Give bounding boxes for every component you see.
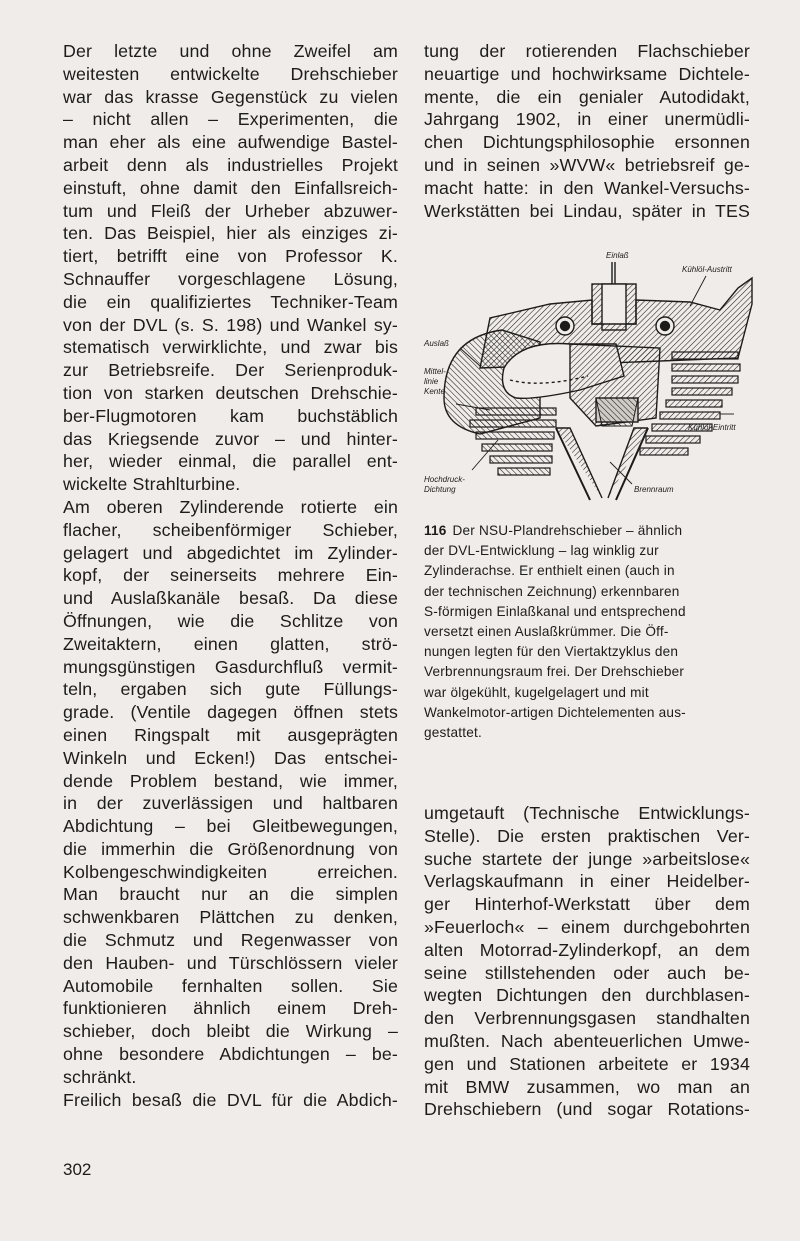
text-line: mungsgünstigen Gasdurchfluß vermit- <box>63 656 398 677</box>
figure-number: 116 <box>424 523 447 538</box>
text-line: in der zuverlässigen und haltbaren <box>63 793 398 814</box>
text-line: Abdichtung – bei Gleitbewegungen, <box>63 816 398 837</box>
text-line: einen Ringspalt mit ausgeprägten <box>63 724 398 745</box>
label-high-pressure-seal-2: Dichtung <box>424 485 456 494</box>
text-line: chen Dichtungsphilosophie ersonnen <box>424 132 750 153</box>
text-line: Freilich besaß die DVL für die Abdich- <box>63 1089 398 1110</box>
text-line: man eher als eine aufwendige Bastel- <box>63 132 398 153</box>
text-line: dende Problem bestand, wie immer, <box>63 770 398 791</box>
text-line: die immerhin die Größenordnung von <box>63 838 398 859</box>
text-line: Kolbengeschwindigkeiten erreichen. <box>63 861 398 882</box>
caption-text: war ölgekühlt, kugelgelagert und mit <box>424 684 649 700</box>
figure-caption <box>424 521 754 743</box>
label-high-pressure-seal-1: Hochdruck- <box>424 475 465 484</box>
text-line: Automobile fernhalten sollen. Sie <box>63 975 398 996</box>
text-line: tum und Fleiß der Urheber abzuwer- <box>63 200 398 221</box>
caption-text: versetzt einen Auslaßkrümmer. Die Öff- <box>424 624 669 640</box>
right-text-column-top <box>424 40 750 222</box>
text-line: seine stillstehenden oder auch be- <box>424 962 750 983</box>
caption-line <box>424 723 754 743</box>
text-line: Schnauffer vorgeschlagene Lösung, <box>63 268 398 289</box>
text-line: Zweitaktern, einen glatten, strö- <box>63 633 398 654</box>
label-centerline-1: Mittel- <box>424 367 446 376</box>
text-line: weitesten entwickelte Drehschieber <box>63 63 398 84</box>
text-line: mente, die ein genialer Autodidakt, <box>424 86 750 107</box>
caption-line <box>424 642 754 662</box>
text-line: suche startete der junge »arbeitslose« <box>424 848 750 869</box>
text-line: war das krasse Gegenstück zu vielen <box>63 86 398 107</box>
caption-text: Verbrennungsraum frei. Der Drehschieber <box>424 664 685 680</box>
text-line: alten Motorrad-Zylinderkopf, an dem <box>424 939 750 960</box>
text-line: kopf, der seinerseits mehrere Ein- <box>63 565 398 586</box>
text-line: Öffnungen, wie die Schlitze von <box>63 610 398 631</box>
text-line: den Hauben- und Türschlössern vieler <box>63 952 398 973</box>
text-line: macht hatte: in den Wankel-Versuchs- <box>424 177 750 198</box>
text-line: die Schmutz und Regenwasser von <box>63 930 398 951</box>
text-line: teln, ergaben sich gute Füllungs- <box>63 679 398 700</box>
right-text-column-bottom <box>424 802 750 1121</box>
text-line: wickelte Strahlturbine. <box>63 474 241 495</box>
caption-line <box>424 622 754 642</box>
caption-line <box>424 703 754 723</box>
text-line: schwenkbaren Plättchen zu denken, <box>63 907 398 928</box>
rotary-valve-technical-drawing <box>420 248 760 510</box>
text-line: Winkeln und Ecken!) Das entschei- <box>63 747 398 768</box>
label-oil-outlet: Kühlöl-Austritt <box>682 265 732 274</box>
text-line: und in seinen »WVW« betriebsreif ge- <box>424 154 750 175</box>
text-line: schieber, doch bleibt die Wirkung – <box>63 1021 398 1042</box>
text-line: Werkstätten bei Lindau, später in TES <box>424 200 750 221</box>
caption-text: Zylinderachse. Er enthielt einen (auch in <box>424 563 675 579</box>
text-line: neuartige und hochwirksame Dichtele- <box>424 63 750 84</box>
label-centerline-2: linie <box>424 377 439 386</box>
text-line: mit BMW zusammen, wo man an <box>424 1076 750 1097</box>
text-line: Jahrgang 1902, in einer unermüdli- <box>424 109 750 130</box>
caption-line <box>424 521 754 541</box>
text-line: zur Betriebsreife. Der Serienproduk- <box>63 360 398 381</box>
caption-text: Wankelmotor-artigen Dichtelementen aus- <box>424 704 686 720</box>
text-line: tiert, betrifft eine von Professor K. <box>63 246 398 267</box>
text-line: ger Hinterhof-Werkstatt über dem <box>424 894 750 915</box>
caption-text: gestattet. <box>424 725 482 741</box>
caption-text: Der NSU-Plandrehschieber – ähnlich <box>452 523 683 538</box>
caption-text: der DVL-Entwicklung – lag winklig zur <box>424 543 659 559</box>
caption-text: nungen legten für den Viertaktzyklus den <box>424 644 679 660</box>
caption-line <box>424 683 754 703</box>
caption-line <box>424 561 754 581</box>
text-line: einstuft, ohne damit den Einfallsreich- <box>63 177 398 198</box>
text-line: stematisch verwirklichte, und zwar bis <box>63 337 398 358</box>
text-line: Drehschiebern (und sogar Rotations- <box>424 1099 750 1120</box>
text-line: das Kriegsende zuvor – und hinter- <box>63 428 398 449</box>
text-line: ohne besondere Abdichtungen – be- <box>63 1044 398 1065</box>
text-line: her, wieder einmal, die parallel ent- <box>63 451 398 472</box>
text-line: arbeit denn als industrielles Projekt <box>63 154 398 175</box>
caption-line <box>424 662 754 682</box>
label-outlet: Auslaß <box>424 339 449 348</box>
text-line: ten. Das Beispiel, hier als einziges zi- <box>63 223 398 244</box>
caption-text: S-förmigen Einlaßkanal und entsprechend <box>424 603 686 619</box>
text-line: wegten Dichtungen den durchblasen- <box>424 985 750 1006</box>
text-line: tung der rotierenden Flachschieber <box>424 41 750 61</box>
text-line: umgetauft (Technische Entwicklungs- <box>424 803 750 823</box>
text-line: – nicht allen – Experimenten, die <box>63 109 398 130</box>
text-line: tion von starken deutschen Drehschie- <box>63 382 398 403</box>
text-line: Verlagskaufmann in einer Heidelber- <box>424 871 750 892</box>
text-line: »Feuerloch« – einem durchgebohrten <box>424 916 750 937</box>
caption-line <box>424 541 754 561</box>
text-line: grade. (Ventile dagegen öffnen stets <box>63 702 398 723</box>
page-number: 302 <box>63 1160 92 1179</box>
text-line: Man braucht nur an die simplen <box>63 884 398 905</box>
caption-line <box>424 582 754 602</box>
text-line: Stelle). Die ersten praktischen Ver- <box>424 825 750 846</box>
text-line: Am oberen Zylinderende rotierte ein <box>63 496 398 517</box>
label-oil-inlet: Kühlöl-Eintritt <box>688 423 736 432</box>
text-line: den Verbrennungsgasen standhalten <box>424 1008 750 1029</box>
caption-line <box>424 602 754 622</box>
text-line: flacher, scheibenförmiger Schieber, <box>63 519 398 540</box>
text-line: schränkt. <box>63 1066 137 1087</box>
text-line: und Auslaßkanäle besaß. Da diese <box>63 588 398 609</box>
label-inlet: Einlaß <box>606 251 629 260</box>
text-line: Der letzte und ohne Zweifel am <box>63 41 398 61</box>
figure-116-drawing <box>420 248 760 510</box>
caption-text: der technischen Zeichnung) erkennbaren <box>424 583 680 599</box>
label-centerline-3: Kente <box>424 387 445 396</box>
text-line: gelagert und abgedichtet im Zylinder- <box>63 542 398 563</box>
text-line: ber-Flugmotoren kam buchstäblich <box>63 405 398 426</box>
text-line: gen und Stationen arbeitete er 1934 <box>424 1053 750 1074</box>
label-combustion-chamber: Brennraum <box>634 485 674 494</box>
text-line: funktionieren ähnlich einem Dreh- <box>63 998 398 1019</box>
text-line: mußten. Nach abenteuerlichen Umwe- <box>424 1030 750 1051</box>
text-line: die ein qualifiziertes Techniker-Team <box>63 291 398 312</box>
left-text-column <box>63 40 398 1111</box>
text-line: von der DVL (s. S. 198) und Wankel sy- <box>63 314 398 335</box>
